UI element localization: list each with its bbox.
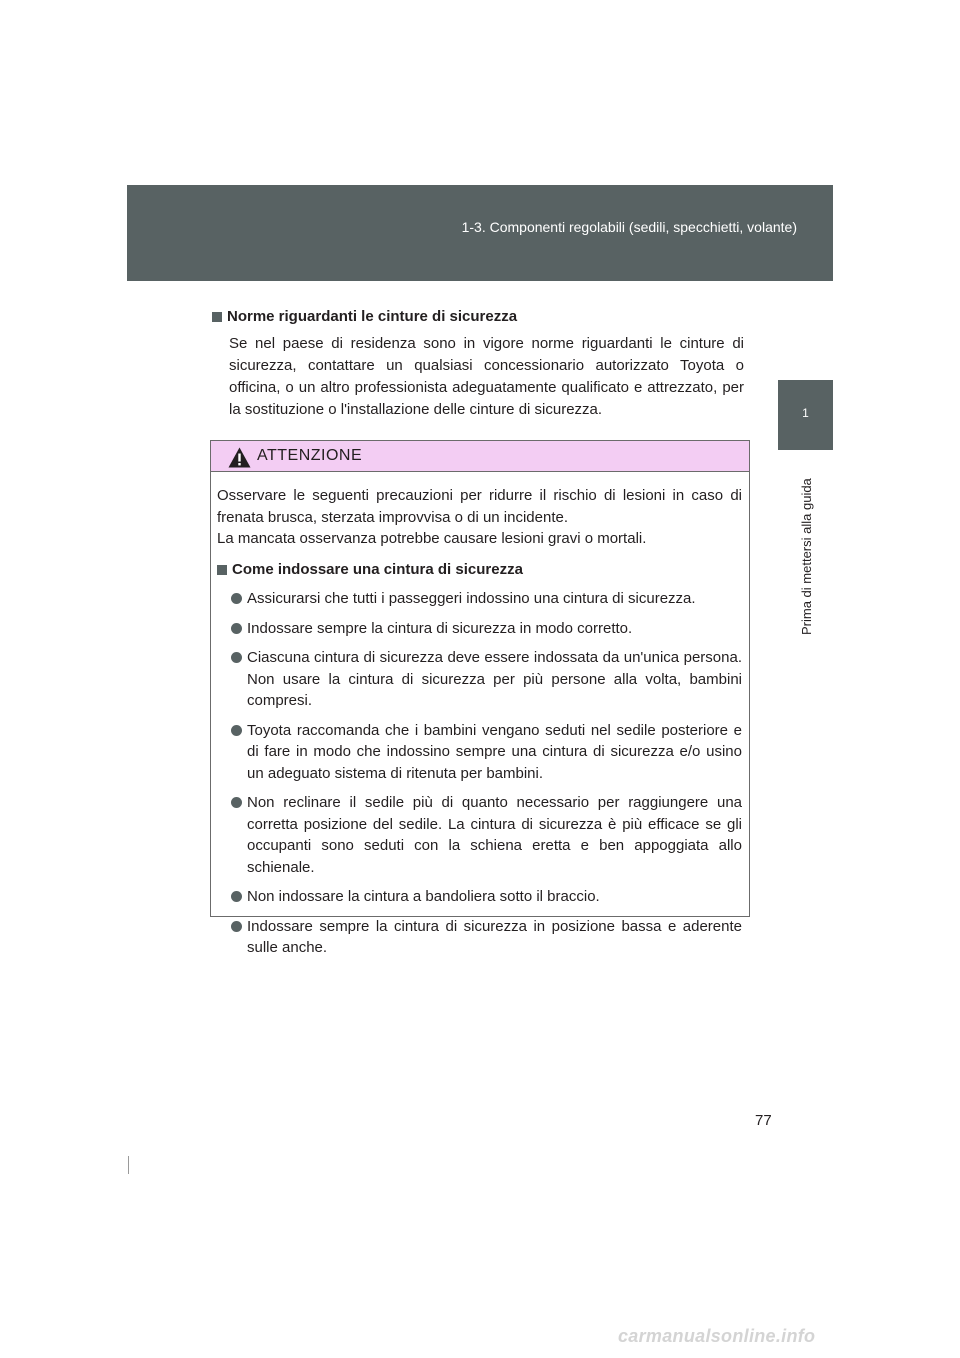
warning-content — [211, 472, 749, 959]
warning-list-item-text: Ciascuna cintura di sicurezza deve essere indossata da un'unica persona. Non usare la cintura di sicurezza per più persone alla volta, bambini compresi. — [247, 649, 742, 709]
chapter-tab — [778, 380, 833, 450]
warning-list-item-text: Assicurarsi che tutti i passeggeri indossino una cintura di sicurezza. — [247, 590, 696, 607]
warning-triangle-icon — [228, 447, 251, 468]
warning-list — [217, 588, 742, 959]
square-bullet-icon — [212, 312, 222, 322]
page-number: 77 — [755, 1112, 772, 1129]
warning-list-item — [217, 916, 742, 959]
warning-subheading — [217, 559, 742, 581]
margin-mark — [128, 1156, 129, 1174]
section-heading-text: Norme riguardanti le cinture di sicurezza — [227, 308, 518, 325]
chapter-number: 1 — [802, 406, 809, 420]
dot-bullet-icon — [231, 891, 242, 902]
warning-list-item-text: Indossare sempre la cintura di sicurezza in posizione bassa e aderente sulle anche. — [247, 917, 742, 956]
warning-header — [211, 441, 749, 472]
warning-list-item-text: Non indossare la cintura a bandoliera sotto il braccio. — [247, 888, 600, 905]
header-band — [127, 185, 833, 281]
seatbelt-regulations-section — [212, 306, 744, 421]
dot-bullet-icon — [231, 593, 242, 604]
warning-list-item — [217, 588, 742, 610]
warning-list-item-text: Toyota raccomanda che i bambini vengano seduti nel sedile posteriore e di fare in modo che indossino sempre una cintura di sicurezza e/o usino un adeguato sistema di ritenuta per bambini. — [247, 721, 742, 782]
dot-bullet-icon — [231, 652, 242, 663]
warning-list-item — [217, 720, 742, 785]
dot-bullet-icon — [231, 725, 242, 736]
warning-list-item — [217, 647, 742, 712]
section-body: Se nel paese di residenza sono in vigore norme riguardanti le cinture di sicurezza, contattare un qualsiasi concessionario autorizzato Toyota o officina, o un altro professionista adeguatamente qualificato e attrezzato, per la sostituzione o l'installazione delle cinture di sicurezza. — [229, 335, 744, 418]
warning-list-item — [217, 618, 742, 640]
watermark: carmanualsonline.info — [618, 1326, 816, 1346]
square-bullet-icon — [217, 565, 227, 575]
warning-title: ATTENZIONE — [257, 447, 363, 464]
warning-intro-line: La mancata osservanza potrebbe causare lesioni gravi o mortali. — [217, 530, 647, 547]
warning-list-item-text: Indossare sempre la cintura di sicurezza in modo corretto. — [247, 619, 633, 637]
warning-intro — [217, 485, 742, 550]
chapter-side-label — [796, 460, 816, 635]
warning-subheading-text: Come indossare una cintura di sicurezza — [232, 560, 523, 578]
warning-intro-line: Osservare le seguenti precauzioni per ridurre il rischio di lesioni in caso di frenata brusca, sterzata improvvisa o di un incidente. — [217, 487, 742, 526]
chapter-side-label-text: Prima di mettersi alla guida — [799, 478, 814, 635]
chapter-title: 1-3. Componenti regolabili (sedili, specchietti, volante) — [461, 219, 797, 235]
warning-list-item — [217, 886, 742, 908]
dot-bullet-icon — [231, 797, 242, 808]
dot-bullet-icon — [231, 623, 242, 634]
dot-bullet-icon — [231, 921, 242, 932]
section-heading — [212, 306, 744, 328]
warning-list-item — [217, 792, 742, 878]
warning-box — [210, 440, 750, 956]
warning-list-item-text: Non reclinare il sedile più di quanto necessario per raggiungere una corretta posizione del sedile. La cintura di sicurezza è più efficace se gli occupanti sono seduti con la schiena eretta e ben appoggiata allo schienale. — [247, 794, 742, 876]
